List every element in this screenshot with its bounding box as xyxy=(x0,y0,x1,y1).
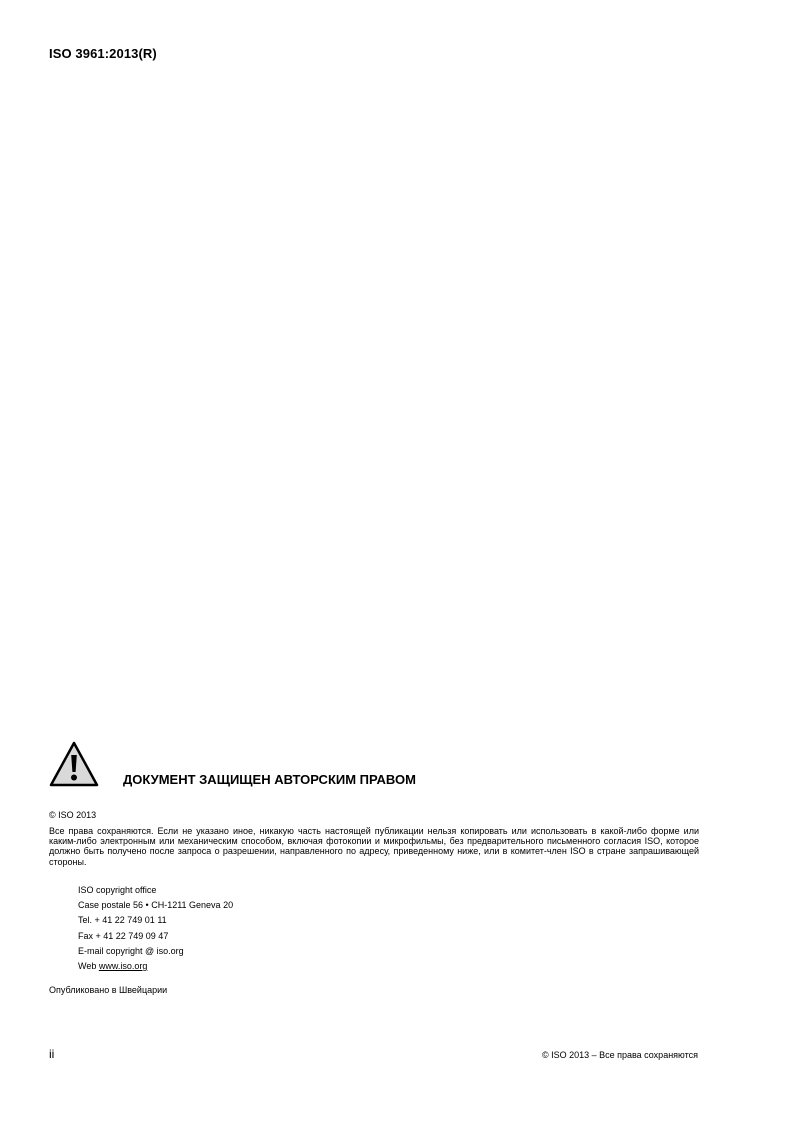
contact-email: E-mail copyright @ iso.org xyxy=(78,945,184,956)
contact-office: ISO copyright office xyxy=(78,885,157,895)
warning-triangle-icon xyxy=(48,740,100,788)
contact-block xyxy=(78,883,233,974)
web-label: Web xyxy=(78,961,99,972)
contact-fax: Fax + 41 22 749 09 47 xyxy=(78,930,169,941)
contact-tel: Tel. + 41 22 749 01 11 xyxy=(78,915,167,926)
contact-address: Case postale 56 • CH-1211 Geneva 20 xyxy=(78,900,234,911)
contact-web xyxy=(78,959,233,974)
page-number: ii xyxy=(49,1047,55,1061)
published-note: Опубликовано в Швейцарии xyxy=(49,985,168,995)
copyright-year: © ISO 2013 xyxy=(49,810,97,820)
document-id: ISO 3961:2013(R) xyxy=(49,46,157,61)
web-link[interactable]: www.iso.org xyxy=(98,961,148,972)
rights-paragraph: Все права сохраняются. Если не указано иное, никакую часть настоящей публикации нельзя копировать или использовать в какой-либо форме или каким-либо электронным или механическим способом, включая фотокопии и микрофильмы, без предварительного письменного согласия ISO, которое должно быть получено после запроса о разрешении, направленного по адресу, приведенному ниже, или в комитет-член ISO в стране запрашивающей стороны. xyxy=(49,826,699,867)
copyright-heading: ДОКУМЕНТ ЗАЩИЩЕН АВТОРСКИМ ПРАВОМ xyxy=(123,772,416,787)
footer-copyright: © ISO 2013 – Все права сохраняются xyxy=(541,1050,698,1060)
